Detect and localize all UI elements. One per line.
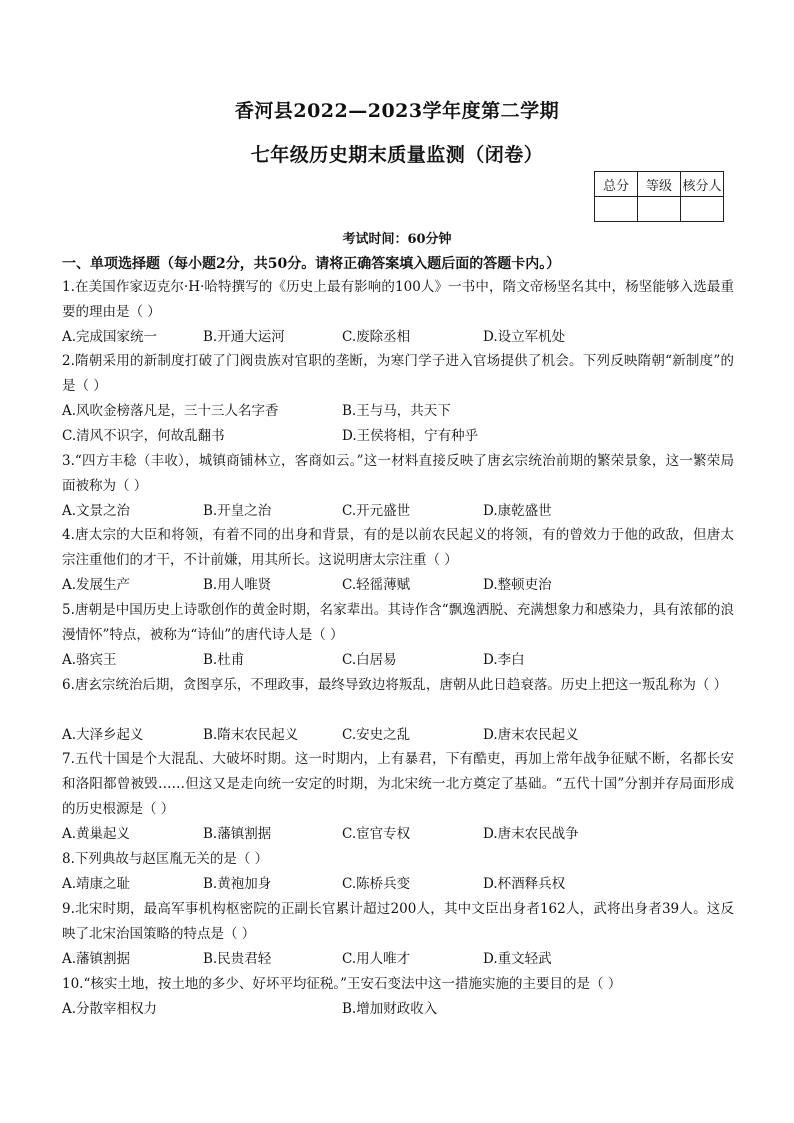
option-b: B.杜甫 — [203, 652, 245, 668]
question-options — [62, 573, 734, 598]
exam-title-line2: 七年级历史期末质量监测（闭卷） — [250, 144, 544, 166]
option-c: C.用人唯才 — [342, 951, 411, 967]
option-d: D.康乾盛世 — [483, 503, 552, 519]
question-stem: 6.唐玄宗统治后期，贪图享乐，不理政事，最终导致边将叛乱，唐朝从此日趋衰落。历史上把这一叛乱称为（ ） — [62, 677, 728, 693]
option-d: D.重文轻武 — [483, 951, 552, 967]
option-b: B.增加财政收入 — [342, 1001, 438, 1017]
option-c: C.白居易 — [342, 652, 397, 668]
option-b: B.开皇之治 — [203, 503, 272, 519]
option-a: A.完成国家统一 — [62, 329, 158, 345]
score-header-grade: 等级 — [638, 172, 681, 197]
option-a: A.分散宰相权力 — [62, 1001, 158, 1017]
option-c: C.开元盛世 — [342, 503, 411, 519]
option-c: C.宦官专权 — [342, 826, 411, 842]
question-options — [62, 648, 734, 673]
option-b: B.民贵君轻 — [203, 951, 272, 967]
option-d: D.整顿吏治 — [483, 577, 552, 593]
exam-time: 考试时间：60分钟 — [342, 232, 452, 247]
option-b: B.王与马，共天下 — [342, 403, 451, 419]
question-stem: 1.在美国作家迈克尔·H·哈特撰写的《历史上最有影响的100人》一书中，隋文帝杨坚名其中，杨坚能够入选最重要的理由是（ ） — [62, 279, 734, 320]
question-options — [62, 325, 734, 350]
question-stem: 7.五代十国是个大混乱、大破坏时期。这一时期内，上有暴君，下有酷吏，再加上常年战争征赋不断，名都长安和洛阳都曾被毁……但这又是走向统一安定的时期，为北宋统一北方奠定了基础。“五代十国”分割并存局面形成的历史根源是（ ） — [62, 751, 734, 817]
score-cell-grade[interactable] — [638, 197, 681, 222]
score-cell-total[interactable] — [595, 197, 638, 222]
option-b: B.开通大运河 — [203, 329, 285, 345]
option-d: D.唐末农民起义 — [483, 727, 579, 743]
question-stem: 3.“四方丰稔（丰收），城镇商铺林立，客商如云。”这一材料直接反映了唐玄宗统治前期的繁荣景象，这一繁荣局面被称为（ ） — [62, 453, 734, 494]
question-options — [62, 997, 734, 1022]
option-b: B.藩镇割据 — [203, 826, 272, 842]
question-options — [62, 822, 734, 847]
question-options — [62, 499, 734, 524]
option-c: C.安史之乱 — [342, 727, 411, 743]
question-stem: 9.北宋时期，最高军事机构枢密院的正副长官累计超过200人，其中文臣出身者162人，武将出身者39人。这反映了北宋治国策略的特点是（ ） — [62, 901, 734, 942]
exam-title-line1: 香河县2022—2023学年度第二学期 — [234, 100, 560, 122]
question-stem: 2.隋朝采用的新制度打破了门阀贵族对官职的垄断，为寒门学子进入官场提供了机会。下列反映隋朝“新制度”的是（ ） — [62, 353, 734, 394]
option-b: B.黄袍加身 — [203, 876, 272, 892]
option-a: A.风吹金榜落凡是，三十三人名字香 — [62, 403, 279, 419]
question-stem: 4.唐太宗的大臣和将领，有着不同的出身和背景，有的是以前农民起义的将领，有的曾效力于他的政敌，但唐太宗注重他们的才干，不计前嫌，用其所长。这说明唐太宗注重（ ） — [62, 527, 734, 568]
option-d: D.杯酒释兵权 — [483, 876, 566, 892]
section-heading: 一、单项选择题（每小题2分，共50分。请将正确答案填入题后面的答题卡内。） — [62, 256, 561, 272]
option-a: A.发展生产 — [62, 577, 131, 593]
question-stem: 8.下列典故与赵匡胤无关的是（ ） — [62, 851, 269, 867]
option-a: A.大泽乡起义 — [62, 727, 144, 743]
question-stem: 10.“核实土地，按土地的多少、好坏平均征税。”王安石变法中这一措施实施的主要目的是（ ） — [62, 976, 622, 992]
question-stem: 5.唐朝是中国历史上诗歌创作的黄金时期，名家辈出。其诗作含“飘逸洒脱、充满想象力和感染力，具有浓郁的浪漫情怀”特点，被称为“诗仙”的唐代诗人是（ ） — [62, 602, 734, 643]
option-d: D.设立军机处 — [483, 329, 566, 345]
option-d: D.王侯将相，宁有种乎 — [342, 428, 479, 444]
option-a: A.文景之治 — [62, 503, 131, 519]
score-header-total: 总分 — [595, 172, 638, 197]
option-b: B.用人唯贤 — [203, 577, 272, 593]
option-a: A.藩镇割据 — [62, 951, 131, 967]
option-a: A.黄巢起义 — [62, 826, 131, 842]
option-d: D.唐末农民战争 — [483, 826, 579, 842]
question-options — [62, 872, 734, 897]
option-b: B.隋末农民起义 — [203, 727, 299, 743]
option-c: C.轻徭薄赋 — [342, 577, 411, 593]
question-options — [62, 399, 734, 424]
score-table — [594, 171, 724, 222]
question-options — [62, 947, 734, 972]
option-c: C.陈桥兵变 — [342, 876, 411, 892]
option-a: A.靖康之耻 — [62, 876, 131, 892]
option-c: C.废除丞相 — [342, 329, 411, 345]
score-cell-checker[interactable] — [681, 197, 724, 222]
score-header-checker: 核分人 — [681, 172, 724, 197]
option-c: C.清风不识字，何故乱翻书 — [62, 428, 225, 444]
question-options — [62, 424, 734, 449]
question-options — [62, 723, 734, 748]
option-a: A.骆宾王 — [62, 652, 117, 668]
option-d: D.李白 — [483, 652, 525, 668]
